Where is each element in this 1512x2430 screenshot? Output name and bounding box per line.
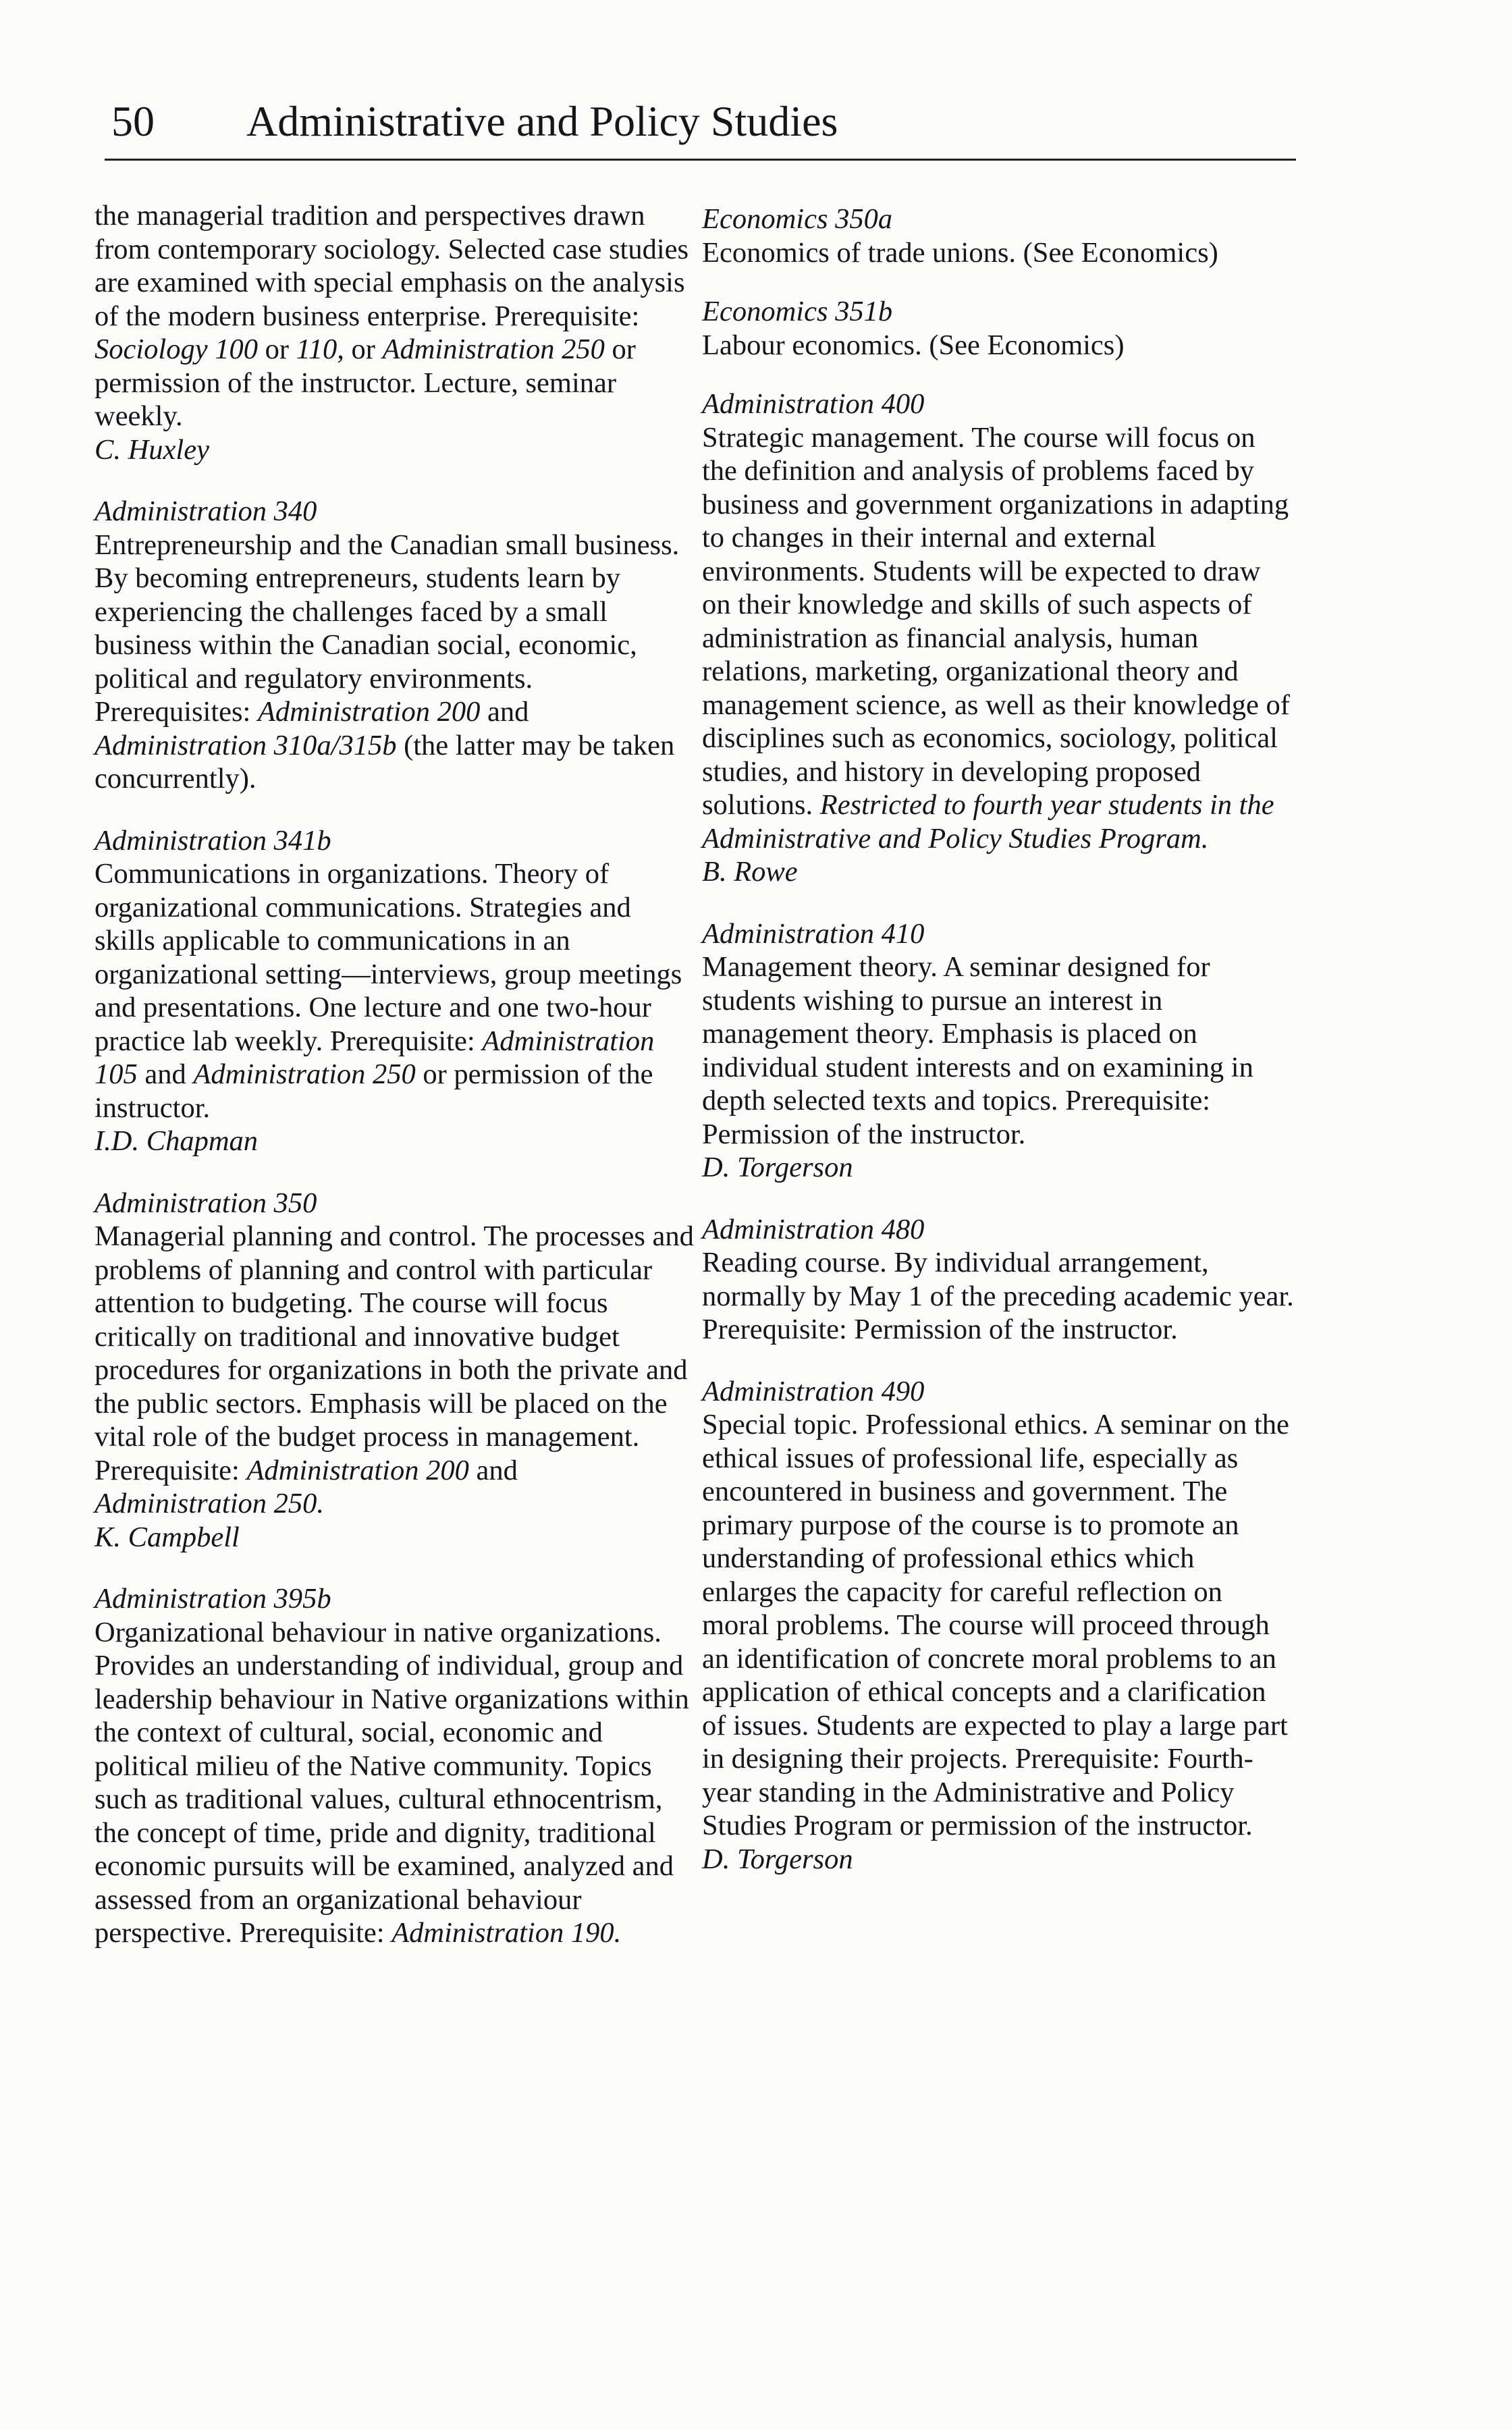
course-description: Strategic management. The course will focus on the definition and analysis of problems faced by business and government organizations in adapting to changes in their internal and external environments. Students will be expected to draw on their knowledge and skills of such aspects of administration as financial analysis, human relations, marketing, organizational theory and management science, as well as their knowledge of disciplines such as economics, sociology, political studies, and history in developing proposed solutions. Restricted to fourth year students in the Administrative and Policy Studies Program.: [702, 421, 1290, 855]
course-title: Administration 395b: [94, 1583, 331, 1615]
course-title: Administration 410: [702, 917, 925, 950]
left-column: [94, 199, 695, 1978]
course-entry-adm410: [702, 917, 1296, 1185]
enrolment-restriction: Restricted to fourth year students in the Administrative and Policy Studies Program.: [702, 789, 1274, 855]
course-entry-eco351b: [702, 295, 1296, 362]
course-description: Reading course. By individual arrangement, normally by May 1 of the preceding academic year. Prerequisite: Permission of the instructor.: [702, 1247, 1294, 1345]
course-entry-adm400: [702, 387, 1296, 889]
course-description: the managerial tradition and perspectives drawn from contemporary sociology. Selected case studies are examined with special emphasis on the analysis of the modern business enterprise. Prerequisite: Sociology 100 or 110, or Administration 250 or permission of the instructor. Lecture, seminar weekly.: [94, 200, 689, 432]
instructor-name: C. Huxley: [94, 433, 209, 466]
course-description: Managerial planning and control. The processes and problems of planning and control with particular attention to budgeting. The course will focus critically on traditional and innovative budget procedures for organizations in both the private and the public sectors. Emphasis will be placed on the vital role of the budget process in management. Prerequisite: Administration 200 and Administration 250.: [94, 1220, 694, 1519]
page-number: 50: [111, 97, 155, 145]
course-entry-adm490: [702, 1375, 1296, 1877]
course-description: Economics of trade unions. (See Economics): [702, 236, 1218, 269]
course-title: Economics 351b: [702, 296, 893, 327]
course-description: Organizational behaviour in native organizations. Provides an understanding of individual, group and leadership behaviour in Native organizations within the context of cultural, social, economic and political milieu of the Native community. Topics such as traditional values, cultural ethnocentrism, the concept of time, pride and dignity, traditional economic pursuits will be examined, analyzed and assessed from an organizational behaviour perspective. Prerequisite: Administration 190.: [94, 1616, 689, 1949]
instructor-name: I.D. Chapman: [94, 1125, 259, 1157]
course-description: Management theory. A seminar designed for students wishing to pursue an interest in management theory. Emphasis is placed on individual student interests and on examining in depth selected texts and topics. Prerequisite: Permission of the instructor.: [702, 951, 1253, 1150]
page-header: [105, 94, 1296, 161]
course-entry-eco350a: [702, 202, 1296, 269]
course-entry-adm395b: [94, 1582, 695, 1950]
course-description: Communications in organizations. Theory of organizational communications. Strategies and skills applicable to communications in an organizational setting—interviews, group meetings and presentations. One lecture and one two-hour practice lab weekly. Prerequisite: Administration 105 and Administration 250 or permission of the instructor.: [94, 858, 682, 1124]
course-title: Administration 340: [94, 495, 317, 527]
course-title: Economics 350a: [702, 203, 893, 235]
course-description: Entrepreneurship and the Canadian small business. By becoming entrepreneurs, students learn by experiencing the challenges faced by a small business within the Canadian social, economic, political and regulatory environments. Prerequisites: Administration 200 and Administration 310a/315b (the latter may be taken concurrently).: [94, 529, 680, 794]
instructor-name: D. Torgerson: [702, 1152, 853, 1183]
course-entry-adm480: [702, 1213, 1296, 1347]
running-title: Administrative and Policy Studies: [246, 97, 838, 145]
instructor-name: D. Torgerson: [702, 1843, 853, 1875]
course-entry-adm341b: [94, 824, 695, 1158]
instructor-name: B. Rowe: [702, 856, 798, 888]
course-description: Special topic. Professional ethics. A seminar on the ethical issues of professional life, especially as encountered in business and government. The primary purpose of the course is to promote an understanding of professional ethics which enlarges the capacity for careful reflection on moral problems. The course will proceed through an identification of concrete moral problems to an application of ethical concepts and a clarification of issues. Students are expected to play a large part in designing their projects. Prerequisite: Fourth-year standing in the Administrative and Policy Studies Program or permission of the instructor.: [702, 1409, 1289, 1841]
course-title: Administration 350: [94, 1187, 317, 1219]
course-title: Administration 480: [702, 1213, 925, 1245]
course-entry-continued: [94, 199, 695, 466]
course-description: Labour economics. (See Economics): [702, 329, 1125, 361]
course-title: Administration 400: [702, 388, 925, 420]
instructor-name: K. Campbell: [94, 1521, 240, 1553]
course-entry-adm350: [94, 1187, 695, 1555]
course-entry-adm340: [94, 495, 695, 796]
course-title: Administration 490: [702, 1375, 925, 1407]
course-title: Administration 341b: [94, 824, 331, 857]
right-column: [702, 202, 1296, 1904]
